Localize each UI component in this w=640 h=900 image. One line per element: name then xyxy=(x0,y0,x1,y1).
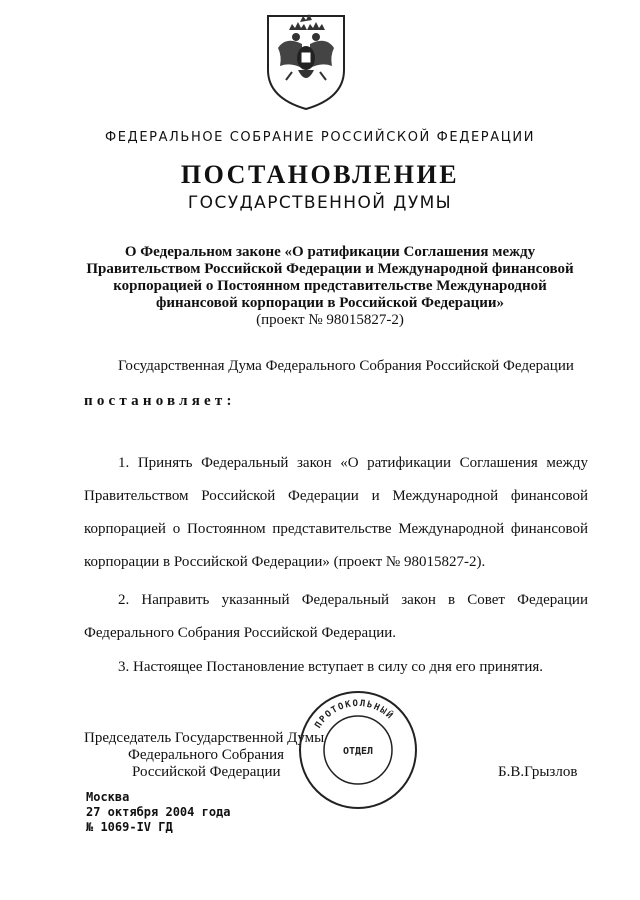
document-type: ПОСТАНОВЛЕНИЕ xyxy=(180,160,460,189)
subject-line: О Федеральном законе «О ратификации Соглашения между xyxy=(124,244,536,260)
resolves-text: постановляет: xyxy=(84,393,236,409)
stamp-center-text: ОТДЕЛ xyxy=(342,746,374,757)
paragraph-1-line: корпорацией о Постоянном представительстве Международной финансовой xyxy=(84,521,588,537)
paragraph-2-line: Федерального Собрания Российской Федерации. xyxy=(84,625,397,641)
paragraph-1-line: Правительством Российской Федерации и Международной финансовой xyxy=(84,488,588,504)
project-number: (проект № 98015827-2) xyxy=(256,312,404,328)
svg-text:ПРОТОКОЛЬНЫЙ xyxy=(313,699,396,730)
signatory-title-line: Федерального Собрания xyxy=(128,747,285,763)
footer-city: Москва xyxy=(86,790,130,804)
paragraph-1-line: корпорации в Российской Федерации» (проект № 98015827-2). xyxy=(84,554,486,570)
stamp-icon xyxy=(296,688,420,812)
coat-of-arms-icon xyxy=(262,12,350,112)
footer-date: 27 октября 2004 года xyxy=(86,805,231,819)
paragraph-1-line: 1. Принять Федеральный закон «О ратификации Соглашения между xyxy=(118,455,588,471)
subject-line: корпорацией о Постоянном представительстве Международной xyxy=(113,278,547,294)
paragraph-3: 3. Настоящее Постановление вступает в силу со дня его принятия. xyxy=(118,659,544,675)
document-footer xyxy=(86,790,231,835)
signatory-title-line: Председатель Государственной Думы xyxy=(84,730,325,746)
subject-line: финансовой корпорации в Российской Федерации» xyxy=(155,295,505,311)
org-header: ФЕДЕРАЛЬНОЕ СОБРАНИЕ РОССИЙСКОЙ ФЕДЕРАЦИИ xyxy=(104,130,536,145)
stamp-ring-text: ПРОТОКОЛЬНЫЙ xyxy=(313,698,396,731)
subject-line: Правительством Российской Федерации и Международной финансовой xyxy=(86,261,574,277)
intro-text: Государственная Дума Федерального Собрания Российской Федерации xyxy=(118,358,574,374)
paragraph-2-line: 2. Направить указанный Федеральный закон в Совет Федерации xyxy=(118,592,588,608)
document-subject xyxy=(70,244,590,329)
signatory-title xyxy=(84,730,324,781)
signatory-title-line: Российской Федерации xyxy=(132,764,281,780)
signatory-name: Б.В.Грызлов xyxy=(498,764,578,780)
document-issuer: ГОСУДАРСТВЕННОЙ ДУМЫ xyxy=(187,193,453,213)
footer-number: № 1069-IV ГД xyxy=(86,820,173,834)
